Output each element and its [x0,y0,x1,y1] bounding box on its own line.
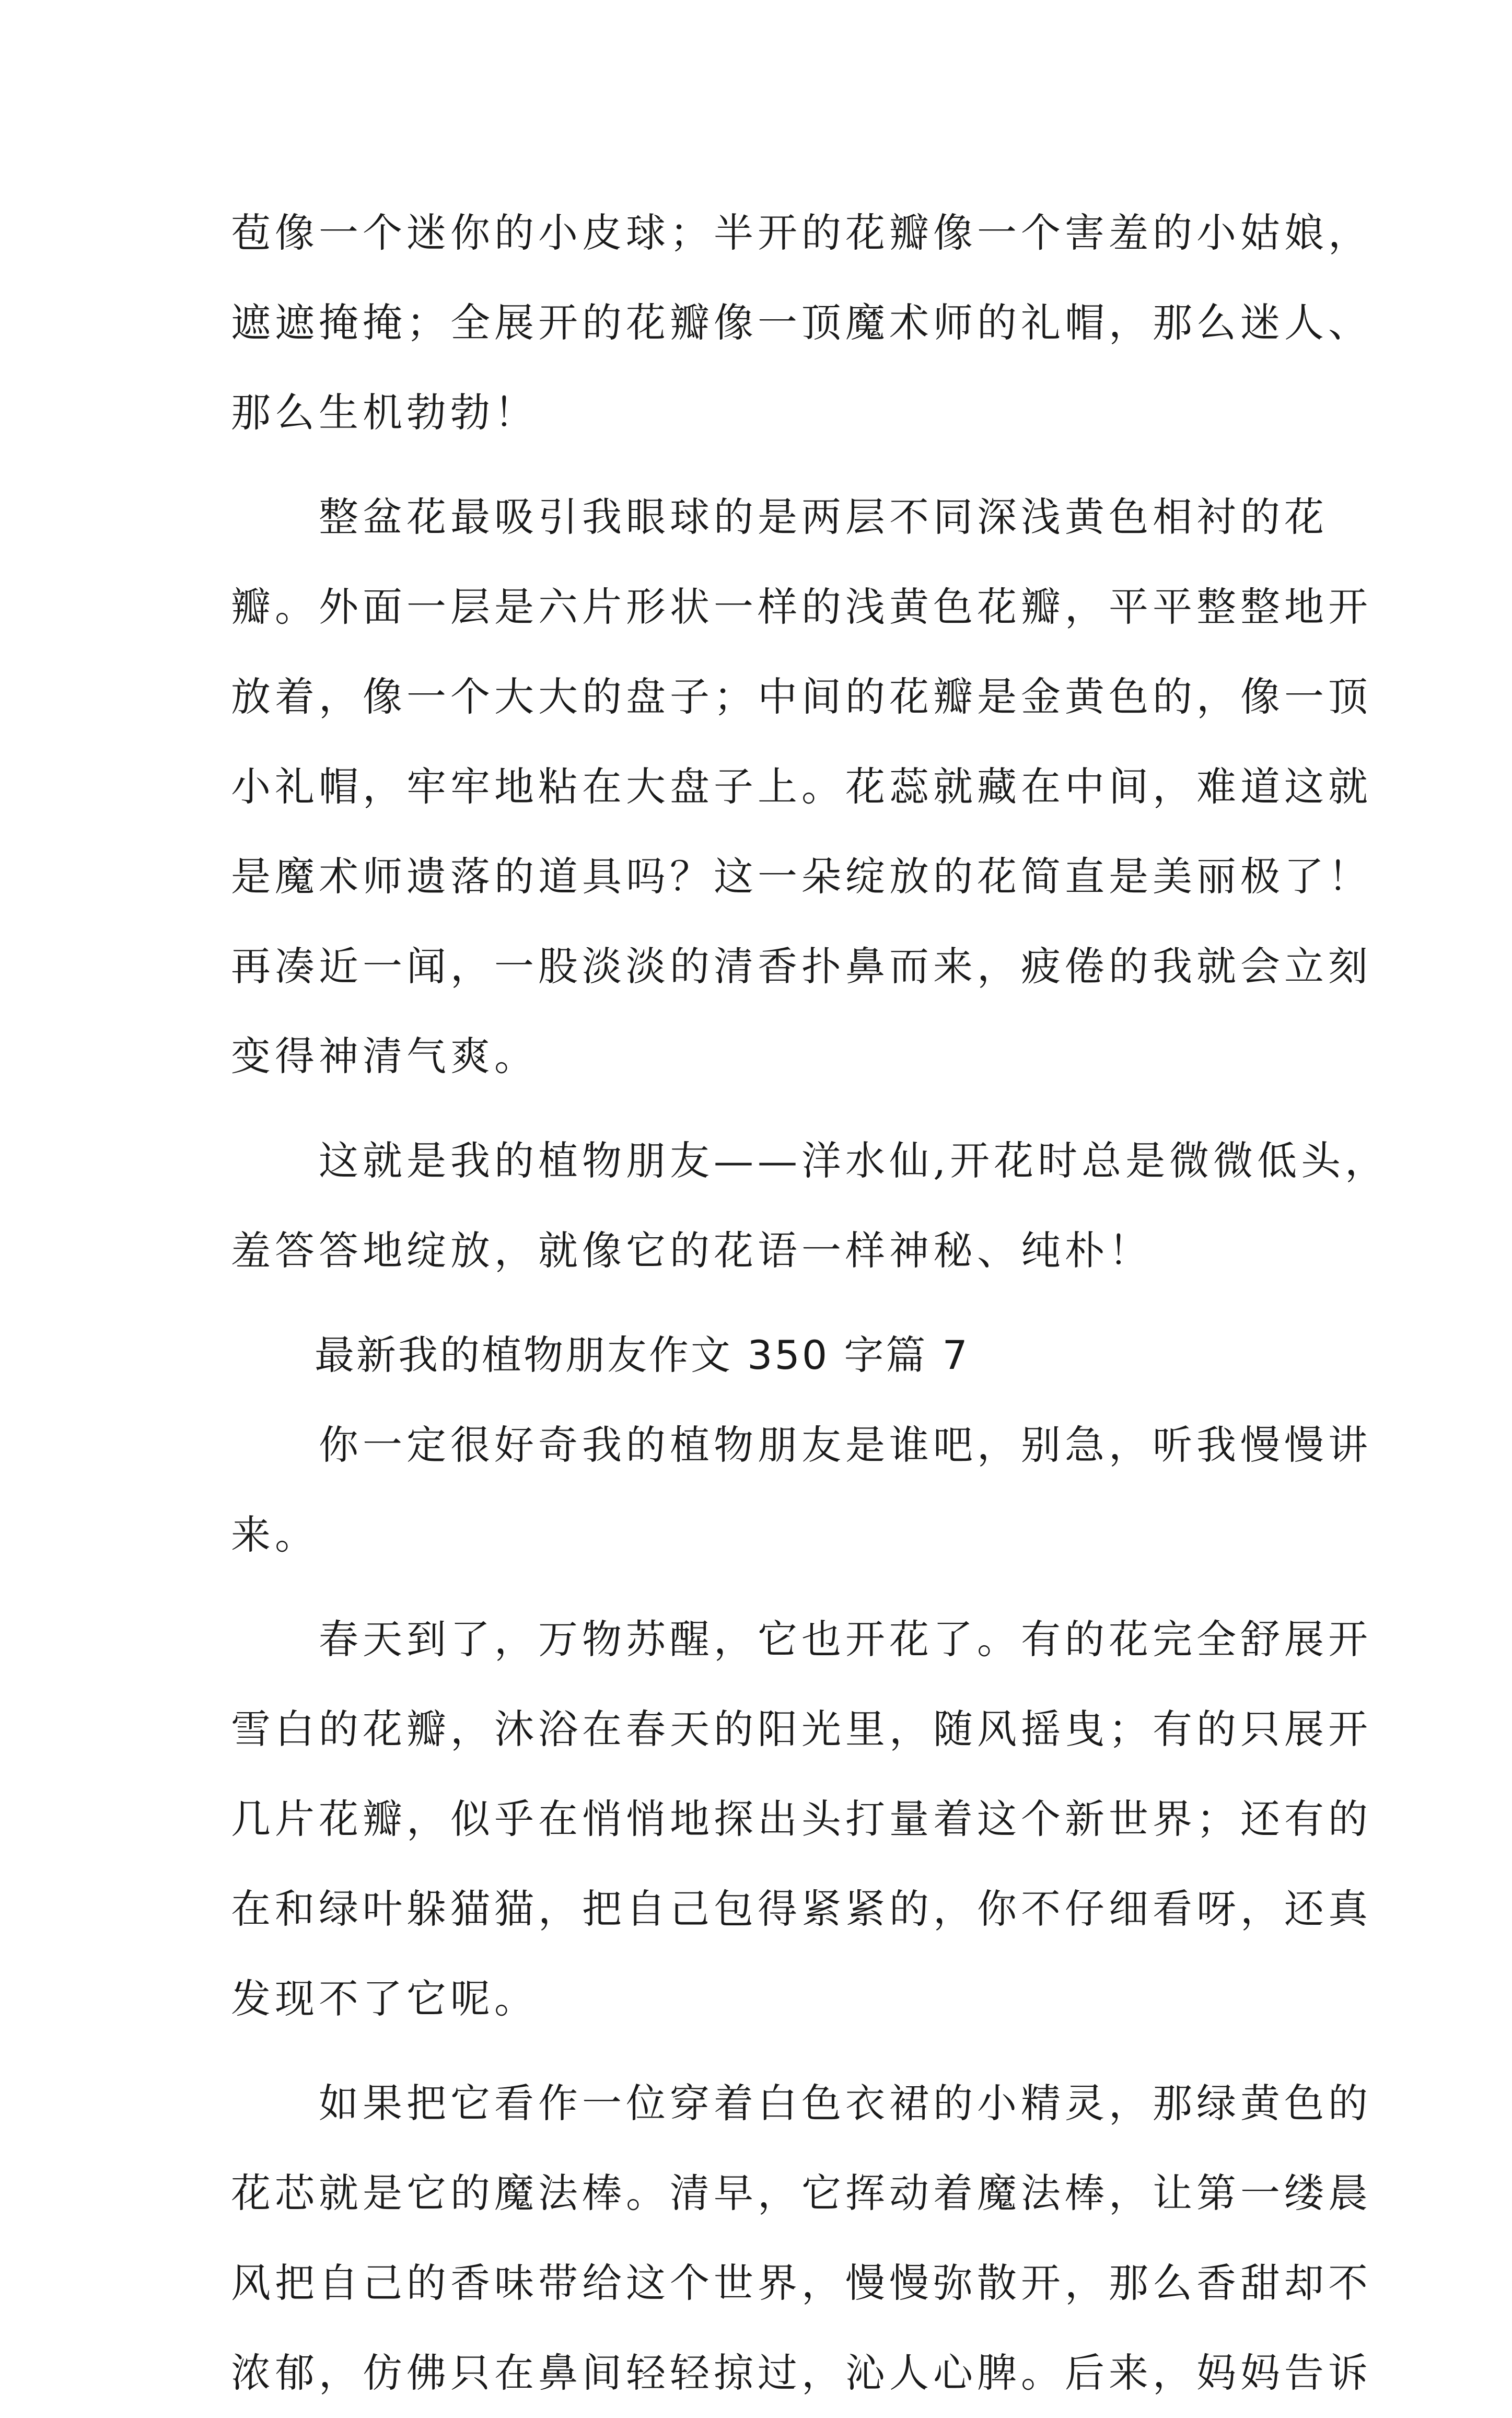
text-line: 雪白的花瓣，沐浴在春天的阳光里，随风摇曳；有的只展开 [231,1706,1372,1752]
paragraph [231,1116,1389,1296]
text-line: 浓郁，仿佛只在鼻间轻轻掠过，沁人心脾。后来，妈妈告诉 [231,2350,1372,2396]
text-line: 苞像一个迷你的小皮球；半开的花瓣像一个害羞的小姑娘， [231,210,1372,256]
document-body [231,188,1389,2418]
text-line: 在和绿叶躲猫猫，把自己包得紧紧的，你不仔细看呀，还真 [231,1886,1372,1932]
text-line: 几片花瓣，似乎在悄悄地探出头打量着这个新世界；还有的 [231,1796,1372,1842]
text-line: 来。 [231,1512,319,1558]
paragraph [231,188,1372,458]
text-line: 是魔术师遗落的道具吗？这一朵绽放的花简直是美丽极了！ [231,853,1372,900]
section-heading [231,1310,1297,1400]
text-line: 花芯就是它的魔法棒。清早，它挥动着魔法棒，让第一缕晨 [231,2170,1372,2216]
text-line: 风把自己的香味带给这个世界，慢慢弥散开，那么香甜却不 [231,2260,1372,2306]
text-line: 你一定很好奇我的植物朋友是谁吧，别急，听我慢慢讲 [231,1422,1372,1468]
paragraph [231,472,1372,1101]
paragraph [231,2059,1372,2418]
text-line: 这就是我的植物朋友——洋水仙,开花时总是微微低头， [231,1137,1389,1184]
text-line: 发现不了它呢。 [231,1975,538,2022]
text-line: 那么生机勃勃！ [231,389,538,436]
text-line: 瓣。外面一层是六片形状一样的浅黄色花瓣，平平整整地开 [231,584,1372,630]
text-line: 小礼帽，牢牢地粘在大盘子上。花蕊就藏在中间，难道这就 [231,763,1372,810]
heading-text: 最新我的植物朋友作文 350 字篇 7 [231,1332,970,1378]
paragraph [231,1400,1372,1580]
text-line: 整盆花最吸引我眼球的是两层不同深浅黄色相衬的花 [231,494,1328,540]
text-line: 再凑近一闻，一股淡淡的清香扑鼻而来，疲倦的我就会立刻 [231,943,1372,990]
paragraph [231,1595,1372,2044]
text-line: 变得神清气爽。 [231,1033,538,1079]
text-line: 放着，像一个大大的盘子；中间的花瓣是金黄色的，像一顶 [231,673,1372,720]
text-line: 遮遮掩掩；全展开的花瓣像一顶魔术师的礼帽，那么迷人、 [231,299,1372,346]
text-line: 如果把它看作一位穿着白色衣裙的小精灵，那绿黄色的 [231,2080,1372,2126]
text-line: 羞答答地绽放，就像它的花语一样神秘、纯朴！ [231,1227,1153,1274]
text-line: 春天到了，万物苏醒，它也开花了。有的花完全舒展开 [231,1616,1372,1663]
